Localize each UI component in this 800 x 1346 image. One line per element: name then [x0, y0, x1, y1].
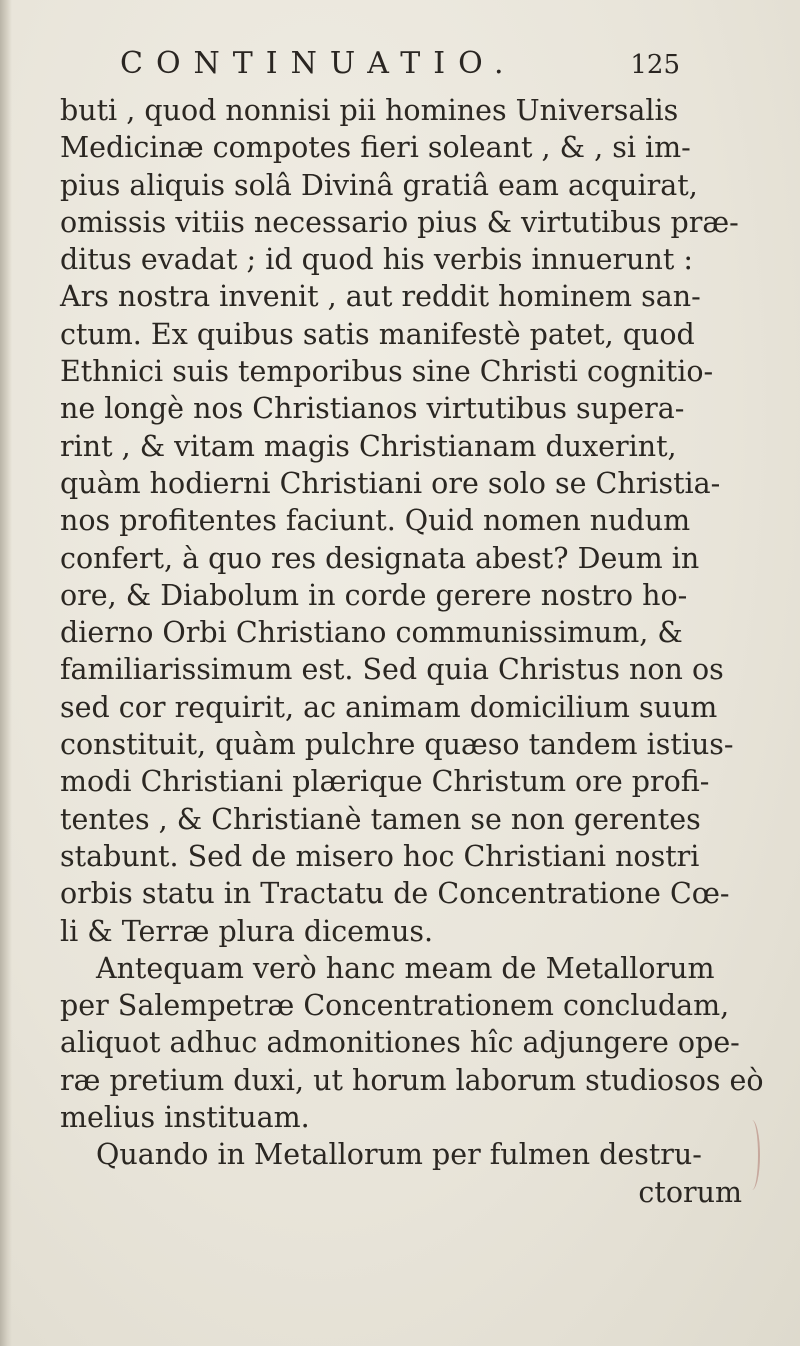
text-line: ditus evadat ; id quod his verbis innuerunt :	[60, 243, 693, 277]
text-line: ne longè nos Christianos virtutibus supera-	[60, 392, 685, 426]
body-text	[60, 92, 772, 1211]
text-line: tentes , & Christianè tamen se non gerentes	[60, 802, 701, 836]
text-line: ræ pretium duxi, ut horum laborum studiosos eò	[60, 1063, 764, 1097]
text-line: aliquot adhuc admonitiones hîc adjungere ope-	[60, 1026, 740, 1060]
text-line: rint , & vitam magis Christianam duxerint,	[60, 429, 677, 463]
text-line: buti , quod nonnisi pii homines Universalis	[60, 94, 679, 127]
text-line: modi Christiani plærique Christum ore profi-	[60, 765, 710, 799]
binding-gutter	[0, 0, 12, 1346]
text-line: li & Terræ plura dicemus.	[60, 914, 434, 948]
text-line: omissis vitiis necessario pius & virtutibus præ-	[60, 205, 739, 239]
running-title: CONTINUATIO.	[120, 46, 517, 81]
catchword: ctorum	[638, 1175, 742, 1209]
text-line: ore, & Diabolum in corde gerere nostro ho-	[60, 578, 688, 612]
running-head	[120, 46, 680, 90]
text-line: pius aliquis solâ Divinâ gratiâ eam acquirat,	[60, 168, 698, 202]
text-line: nos profitentes faciunt. Quid nomen nudum	[60, 504, 691, 538]
text-line: dierno Orbi Christiano communissimum, &	[60, 616, 683, 650]
text-line: constituit, quàm pulchre quæso tandem istius-	[60, 728, 734, 762]
page-number: 125	[630, 50, 680, 80]
text-line: orbis statu in Tractatu de Concentratione Cœ-	[60, 877, 730, 911]
text-line: Ethnici suis temporibus sine Christi cognitio-	[60, 355, 714, 389]
margin-stain	[744, 1120, 760, 1190]
text-line-paragraph-start: Antequam verò hanc meam de Metallorum	[96, 951, 715, 985]
text-line: melius instituam.	[60, 1101, 310, 1135]
text-line: sed cor requirit, ac animam domicilium suum	[60, 690, 718, 724]
text-line-paragraph-start: Quando in Metallorum per fulmen destru-	[96, 1138, 702, 1172]
text-line: familiarissimum est. Sed quia Christus non os	[60, 653, 724, 687]
text-line: per Salempetræ Concentrationem concludam,	[60, 989, 730, 1023]
text-line: ctum. Ex quibus satis manifestè patet, quod	[60, 317, 695, 351]
text-line: Medicinæ compotes fieri soleant , & , si im-	[60, 131, 691, 165]
text-line: confert, à quo res designata abest? Deum in	[60, 541, 700, 575]
text-line: Ars nostra invenit , aut reddit hominem san-	[60, 280, 701, 314]
text-line: stabunt. Sed de misero hoc Christiani nostri	[60, 839, 700, 873]
text-line: quàm hodierni Christiani ore solo se Christia-	[60, 466, 721, 500]
